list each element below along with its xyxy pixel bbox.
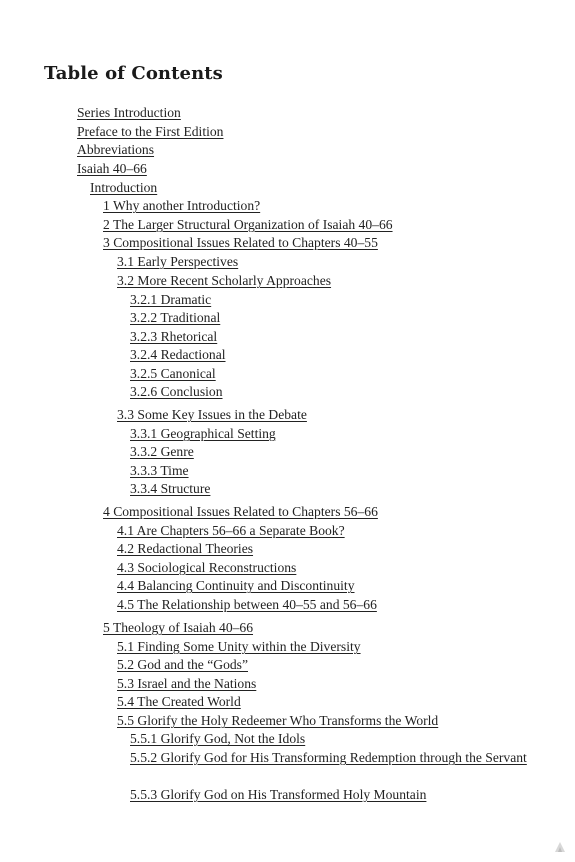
toc-entry[interactable]: 3.2.1 Dramatic: [130, 292, 212, 307]
toc-entry[interactable]: 5.4 The Created World: [117, 694, 241, 709]
toc-entry[interactable]: Introduction: [90, 180, 158, 195]
toc-entry[interactable]: 4.2 Redactional Theories: [117, 541, 254, 556]
toc-entry[interactable]: Isaiah 40–66: [77, 161, 147, 176]
toc-entry[interactable]: 3.3.2 Genre: [130, 444, 194, 459]
toc-entry[interactable]: 3.3.3 Time: [130, 463, 189, 478]
toc-entry[interactable]: 3.2 More Recent Scholarly Approaches: [117, 273, 332, 288]
toc-entry[interactable]: 3.2.5 Canonical: [130, 366, 216, 381]
toc-entry[interactable]: 4 Compositional Issues Related to Chapters 56–66: [103, 504, 378, 519]
toc-entry[interactable]: 5.3 Israel and the Nations: [117, 676, 257, 691]
toc-entry[interactable]: 3.1 Early Perspectives: [117, 254, 239, 269]
toc-entry[interactable]: 4.4 Balancing Continuity and Discontinuity: [117, 578, 355, 593]
toc-entry[interactable]: Abbreviations: [77, 142, 155, 157]
google-books-corner-icon: [553, 840, 567, 854]
toc-entry[interactable]: 3.3.4 Structure: [130, 481, 211, 496]
toc-entry[interactable]: 3.2.2 Traditional: [130, 310, 221, 325]
toc-entry[interactable]: 5.1 Finding Some Unity within the Diversity: [117, 639, 361, 654]
toc-entry[interactable]: 5 Theology of Isaiah 40–66: [103, 620, 254, 635]
toc-entry[interactable]: 3 Compositional Issues Related to Chapters 40–55: [103, 235, 378, 250]
toc-entry[interactable]: Preface to the First Edition: [77, 124, 224, 139]
toc-entry[interactable]: 5.5.3 Glorify God on His Transformed Holy Mountain: [130, 787, 427, 802]
toc-entry[interactable]: 3.2.4 Redactional: [130, 347, 226, 362]
toc-entry[interactable]: 1 Why another Introduction?: [103, 198, 261, 213]
toc-entry[interactable]: 3.2.3 Rhetorical: [130, 329, 218, 344]
toc-entry[interactable]: 5.5 Glorify the Holy Redeemer Who Transforms the World: [117, 713, 439, 728]
toc-entry[interactable]: 5.2 God and the “Gods”: [117, 657, 248, 672]
toc-entry[interactable]: Series Introduction: [77, 105, 181, 120]
toc-entry[interactable]: 2 The Larger Structural Organization of Isaiah 40–66: [103, 217, 393, 232]
toc-entry[interactable]: 4.5 The Relationship between 40–55 and 56–66: [117, 597, 377, 612]
page-title: Table of Contents: [44, 63, 223, 84]
toc-entry[interactable]: 5.5.1 Glorify God, Not the Idols: [130, 731, 306, 746]
toc-entry[interactable]: 3.3.1 Geographical Setting: [130, 426, 276, 441]
toc-entry[interactable]: 3.2.6 Conclusion: [130, 384, 223, 399]
toc-entry[interactable]: 4.3 Sociological Reconstructions: [117, 560, 297, 575]
toc-entry[interactable]: 5.5.2 Glorify God for His Transforming Redemption through the Servant: [130, 750, 527, 765]
toc-entry[interactable]: 3.3 Some Key Issues in the Debate: [117, 407, 307, 422]
toc-entry[interactable]: 4.1 Are Chapters 56–66 a Separate Book?: [117, 523, 345, 538]
